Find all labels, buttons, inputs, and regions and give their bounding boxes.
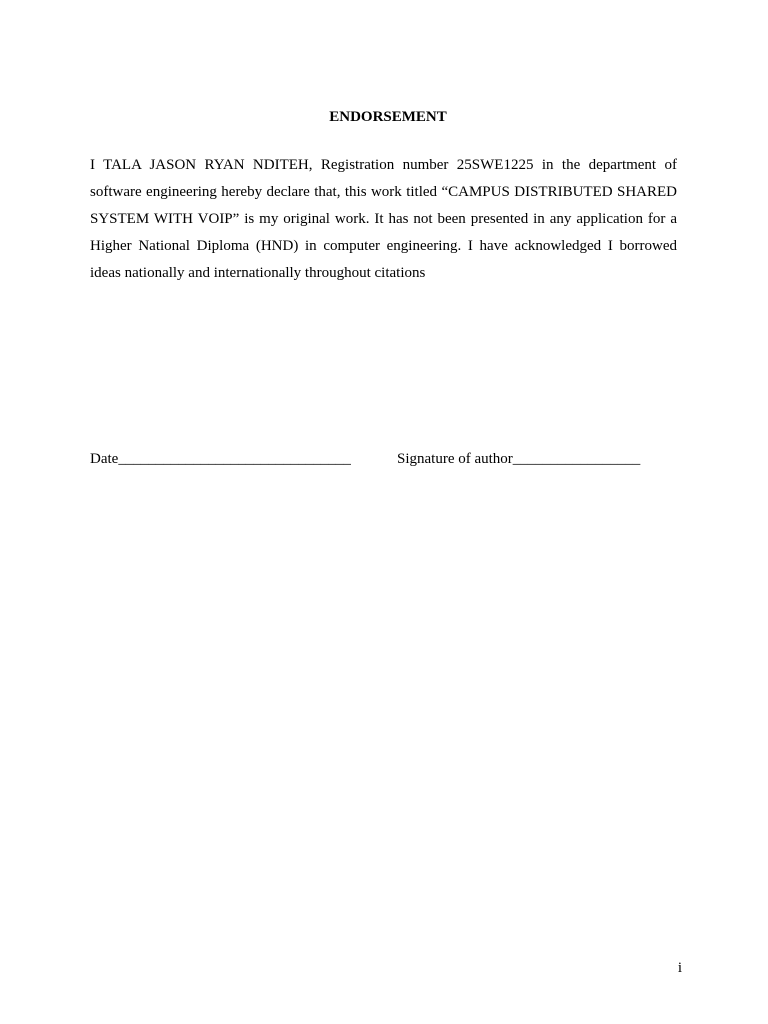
signature-row <box>90 448 690 470</box>
page-title: ENDORSEMENT <box>329 109 447 125</box>
author-signature-line: Signature of author_________________ <box>397 451 641 467</box>
page-number: i <box>677 960 682 976</box>
date-line: Date_______________________________ <box>90 451 351 467</box>
declaration-paragraph: I TALA JASON RYAN NDITEH, Registration number 25SWE1225 in the department of software engineering hereby declare that, this work titled “CAMPUS DISTRIBUTED SHARED SYSTEM WITH VOIP” is my original work. It has not been presented in any application for a Higher National Diploma (HND) in computer engineering. I have acknowledged I borrowed ideas nationally and internationally throughout citations <box>90 157 677 281</box>
